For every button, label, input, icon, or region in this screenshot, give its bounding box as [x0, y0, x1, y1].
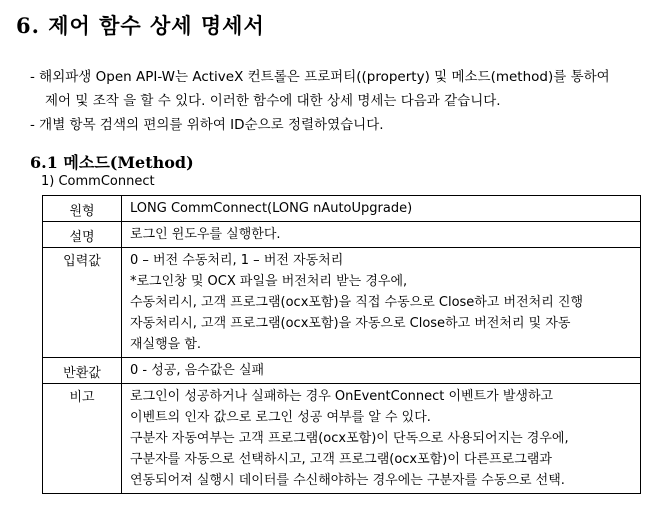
input-line: *로그인창 및 OCX 파일을 버전처리 받는 경우에,	[130, 274, 408, 289]
input-line: 자동처리시, 고객 프로그램(ocx포함)을 자동으로 Close하고 버전처리 및 자동	[130, 316, 571, 331]
remark-line: 연동되어져 실행시 데이터를 수신해야하는 경우에는 구분자를 수동으로 선택.	[130, 473, 565, 488]
remark-line: 로그인이 성공하거나 실패하는 경우 OnEventConnect 이벤트가 발생하고	[130, 389, 554, 404]
intro-line-1: - 해외파생 Open API-W는 ActiveX 컨트롤은 프로퍼티((property) 및 메소드(method)를 통하여	[30, 69, 610, 85]
input-line: 재실행을 함.	[130, 337, 202, 352]
prototype-value: LONG CommConnect(LONG nAutoUpgrade)	[130, 201, 413, 216]
table-row	[43, 384, 641, 494]
desc-value: 로그인 윈도우를 실행한다.	[130, 227, 281, 242]
remark-line: 이벤트의 인자 값으로 로그인 성공 여부를 알 수 있다.	[130, 410, 431, 425]
subsection-title: 6.1 메소드(Method)	[30, 153, 194, 172]
prototype-label: 원형	[43, 196, 122, 222]
intro-line-2: 제어 및 조작 을 할 수 있다. 이러한 함수에 대한 상세 명세는 다음과 같습니다.	[45, 93, 501, 109]
return-value: 0 - 성공, 음수값은 실패	[130, 363, 265, 378]
input-line: 0 – 버전 수동처리, 1 – 버전 자동처리	[130, 253, 344, 268]
desc-label: 설명	[43, 222, 122, 248]
return-label: 반환값	[43, 358, 122, 384]
remark-label: 비고	[43, 384, 122, 494]
input-label: 입력값	[43, 248, 122, 358]
remark-line: 구분자를 자동으로 선택하시고, 고객 프로그램(ocx포함)이 다른프로그램과	[130, 452, 552, 467]
intro-line-3: - 개별 항목 검색의 편의를 위하여 ID순으로 정렬하였습니다.	[30, 117, 384, 133]
table-row	[43, 358, 641, 384]
table-row	[43, 222, 641, 248]
table-row	[43, 248, 641, 358]
table-row	[43, 196, 641, 222]
function-heading: 1) CommConnect	[41, 174, 155, 189]
spec-table	[42, 195, 641, 494]
remark-line: 구분자 자동여부는 고객 프로그램(ocx포함)이 단독으로 사용되어지는 경우에,	[130, 431, 569, 446]
input-line: 수동처리시, 고객 프로그램(ocx포함)을 직접 수동으로 Close하고 버전처리 진행	[130, 295, 584, 310]
section-title: 6. 제어 함수 상세 명세서	[16, 13, 265, 38]
